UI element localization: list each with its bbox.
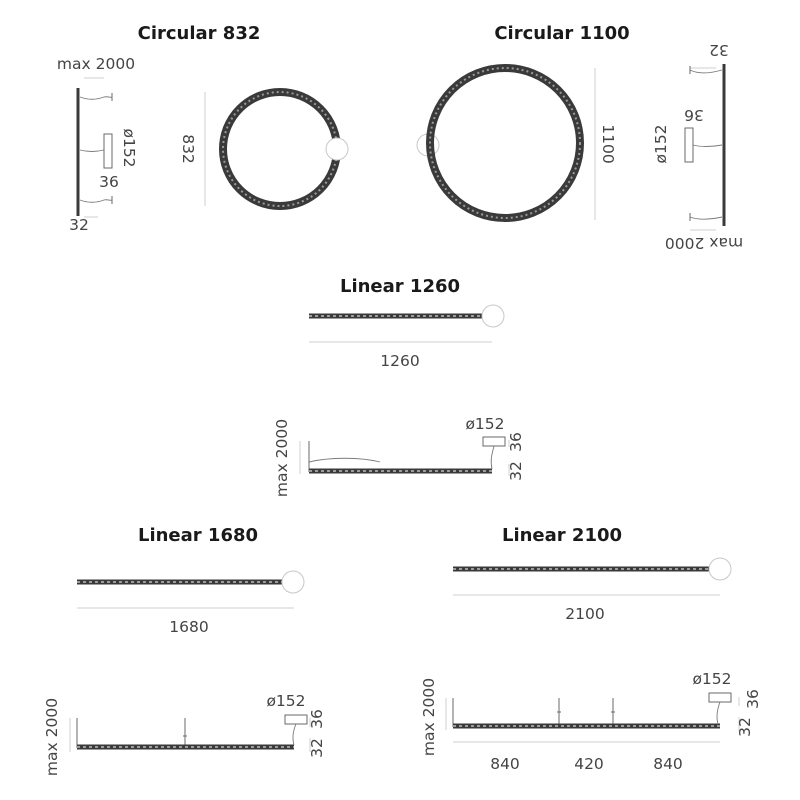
circular-832-section xyxy=(57,23,348,234)
linear-2100-title: Linear 2100 xyxy=(501,525,623,546)
circular-832-ring-view xyxy=(179,92,348,206)
linear-2100-side-view xyxy=(420,670,762,773)
linear-1260-thickness: 32 xyxy=(507,461,525,481)
linear-2100-spacing-middle: 420 xyxy=(574,755,604,773)
linear-1260-canopy-height: 36 xyxy=(507,432,525,452)
circular-1100-side-view xyxy=(652,41,743,252)
circular-832-max-label: max 2000 xyxy=(56,55,136,73)
circular-1100-max-label: max 2000 xyxy=(664,234,744,252)
linear-1680-thickness: 32 xyxy=(308,738,326,758)
linear-2100-spacing-left: 840 xyxy=(490,755,520,773)
linear-1260-section xyxy=(273,276,525,497)
circular-832-side-view xyxy=(57,55,138,234)
circular-832-canopy-label: ø152 xyxy=(120,128,138,168)
linear-1260-title: Linear 1260 xyxy=(339,276,461,297)
circular-832-canopy-height: 36 xyxy=(99,173,119,191)
linear-1680-canopy-label: ø152 xyxy=(266,692,306,710)
linear-2100-connector xyxy=(709,558,731,580)
linear-1680-title: Linear 1680 xyxy=(137,525,259,546)
circular-1100-diameter: 1100 xyxy=(599,124,617,164)
linear-2100-max-label: max 2000 xyxy=(420,677,438,757)
circular-832-title: Circular 832 xyxy=(137,23,261,44)
linear-1260-connector xyxy=(482,305,504,327)
circular-1100-section xyxy=(417,23,743,252)
linear-1680-connector xyxy=(282,571,304,593)
linear-2100-length: 2100 xyxy=(565,605,605,623)
linear-1680-section xyxy=(43,525,326,776)
linear-2100-spacing-right: 840 xyxy=(653,755,683,773)
linear-2100-canopy-label: ø152 xyxy=(692,670,732,688)
linear-2100-canopy-height: 36 xyxy=(744,689,762,709)
linear-1260-side-view xyxy=(273,415,525,497)
linear-2100-thickness: 32 xyxy=(736,717,754,737)
circular-1100-canopy-label: ø152 xyxy=(652,124,670,164)
circular-1100-ring-view xyxy=(417,68,617,220)
linear-1260-length: 1260 xyxy=(380,352,420,370)
linear-1680-length: 1680 xyxy=(169,618,209,636)
linear-2100-section xyxy=(420,525,762,773)
linear-1680-max-label: max 2000 xyxy=(43,697,61,777)
circular-1100-title: Circular 1100 xyxy=(494,23,630,44)
linear-1260-canopy-label: ø152 xyxy=(465,415,505,433)
circular-1100-canopy-height: 36 xyxy=(684,106,704,124)
circular-832-connector xyxy=(326,138,348,160)
circular-1100-thickness: 32 xyxy=(709,41,729,59)
linear-1680-side-view xyxy=(43,692,326,776)
circular-832-ring xyxy=(223,92,337,206)
circular-832-diameter: 832 xyxy=(179,134,197,164)
circular-832-thickness: 32 xyxy=(69,216,89,234)
linear-1260-max-label: max 2000 xyxy=(273,418,291,498)
linear-1680-canopy-height: 36 xyxy=(308,709,326,729)
linear-2100-top-view xyxy=(453,558,731,623)
linear-1680-top-view xyxy=(77,571,304,636)
linear-1260-top-view xyxy=(309,305,504,370)
